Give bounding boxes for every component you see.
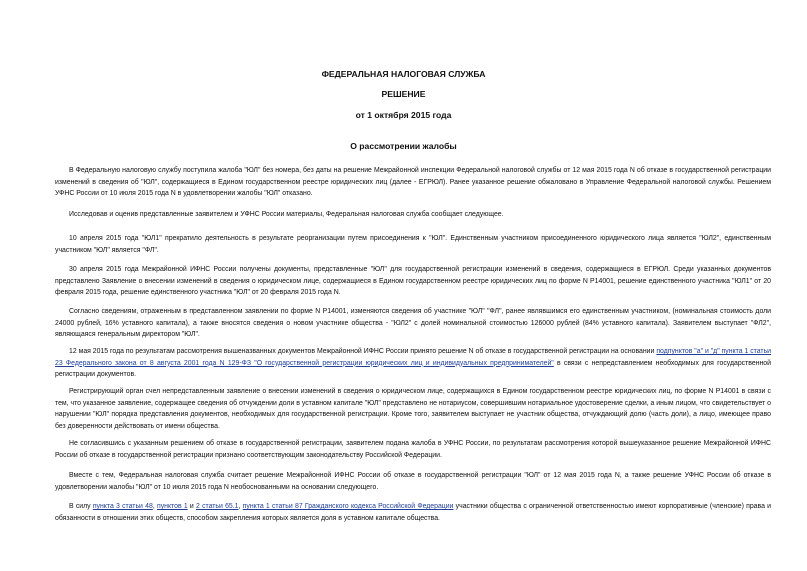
paragraph-6 [55,346,771,381]
organization-title: ФЕДЕРАЛЬНАЯ НАЛОГОВАЯ СЛУЖБА [321,69,486,79]
paragraph-9: Вместе с тем, Федеральная налоговая служба считает решение Межрайонной ИФНС России об отказе в государственной регистрации "ЮЛ" от 12 мая 2015 года N, а также решение УФНС России об отказе в удовлетворении жалобы "ЮЛ" от 10 июля 2015 года N необоснованными на основании следующего. [55,472,771,491]
civil-code-art48-link[interactable]: пункта 3 статьи 48 [92,503,153,510]
paragraph-2: Исследовав и оценив представленные заявителем и УФНС России материалы, Федеральная налоговая служба сообщает следующее. [69,211,504,218]
paragraph-7: Регистрирующий орган счел непредставленным заявление о внесении изменений в сведения о юридическом лице, содержащихся в Едином государственном реестре юридических лиц, по форме N Р14001 в связи с тем, что указанное заявление, содержащее сведения об отчуждении доли в уставном капитале "ЮЛ" представлено не нотариусом, совершившим нотариальное удостоверение сделки, а иным лицом, что свидетельствует о нарушении "ЮЛ" порядка представления документов, необходимых для государственной регистрации. Кроме того, заявителем выступает не участник общества, отчуждающий долю (часть доли), а лицо, имеющее право без доверенности действовать от имени общества. [55,388,771,430]
document-date: от 1 октября 2015 года [355,110,452,120]
civil-code-art87-link[interactable]: пункта 1 статьи 87 Гражданского кодекса Российской Федерации [242,503,454,510]
civil-code-art65-1-p2-link[interactable]: 2 статьи 65.1 [196,503,239,510]
paragraph-10-text-end: участники общества с ограниченной ответственностью имеют корпоративные (членские) права и обязанности в отношении этих обществ, способом закрепления которых является доля в уставном капитале общества. [55,503,771,522]
separator-1: , [152,503,157,510]
paragraph-3: 10 апреля 2015 года "ЮЛ1" прекратило деятельность в результате реорганизации путем присоединения к "ЮЛ". Единственным участником присоединенного юридического лица является "ЮЛ2", единственным участником "ЮЛ" является "ФЛ". [55,235,771,254]
paragraph-4: 30 апреля 2015 года Межрайонной ИФНС России получены документы, представленные "ЮЛ" для государственной регистрации изменений в сведения, содержащиеся в ЕГРЮЛ. Среди указанных документов представлено Заявление о внесении изменений в сведения о юридическом лице, содержащиеся в Едином государственном реестре юридических лиц по форме N Р14001, решение единственного участника "ЮЛ1" от 20 февраля 2015 года, решение единственного участника "ЮЛ" от 20 февраля 2015 года N. [55,266,771,296]
paragraph-10-text-start: В силу [69,503,93,510]
paragraph-6-text-end: в связи с непредставлением необходимых для государственной регистрации документов. [55,359,771,378]
paragraph-8: Не согласившись с указанным решением об отказе в государственной регистрации, заявителем подана жалоба в УФНС России, по результатам рассмотрения которой вышеуказанное решение Межрайонной ИФНС России об отказе в государственной регистрации признано соответствующим законодательству Российской Федерации. [55,440,771,459]
separator-3: , [238,503,243,510]
paragraph-6-text-start: 12 мая 2015 года по результатам рассмотрения вышеназванных документов Межрайонной ИФНС России принято решение N об отказе в государственной регистрации на основании [69,348,657,355]
separator-2: и [187,503,196,510]
document-subject: О рассмотрении жалобы [350,141,457,151]
paragraph-5: Согласно сведениям, отраженным в представленном заявлении по форме N Р14001, изменяются сведения об участнике "ЮЛ" "ФЛ", ранее являвшимся его единственным участником, (номинальная стоимость доли 24000 рублей, 16% уставного капитала), а также вносятся сведения о новом участнике общества - "ЮЛ2" с долей номинальной стоимостью 126000 рублей (84% уставного капитала). Заявителем выступает "ФЛ2", являющаяся генеральным директором "ЮЛ". [55,308,771,338]
paragraph-10 [55,501,771,524]
civil-code-art65-1-link[interactable]: пунктов 1 [156,503,188,510]
document-type: РЕШЕНИЕ [381,89,426,99]
law-129fz-link[interactable]: подпунктов "а" и "д" пункта 1 статьи 23 Федерального закона от 8 августа 2001 года N 129-ФЗ "О государственной регистрации юридических лиц и индивидуальных предпринимателей" [55,348,772,367]
paragraph-1: В Федеральную налоговую службу поступила жалоба "ЮЛ" без номера, без даты на решение Межрайонной инспекции Федеральной налоговой службы от 12 мая 2015 года N об отказе в государственной регистрации изменений в сведения об "ЮЛ", содержащиеся в Едином государственном реестре юридических лиц (далее - ЕГРЮЛ). Ранее указанное решение обжаловано в Управление Федеральной налоговой службы. Решением УФНС России от 10 июля 2015 года N в удовлетворении жалобы "ЮЛ" отказано. [55,167,771,197]
